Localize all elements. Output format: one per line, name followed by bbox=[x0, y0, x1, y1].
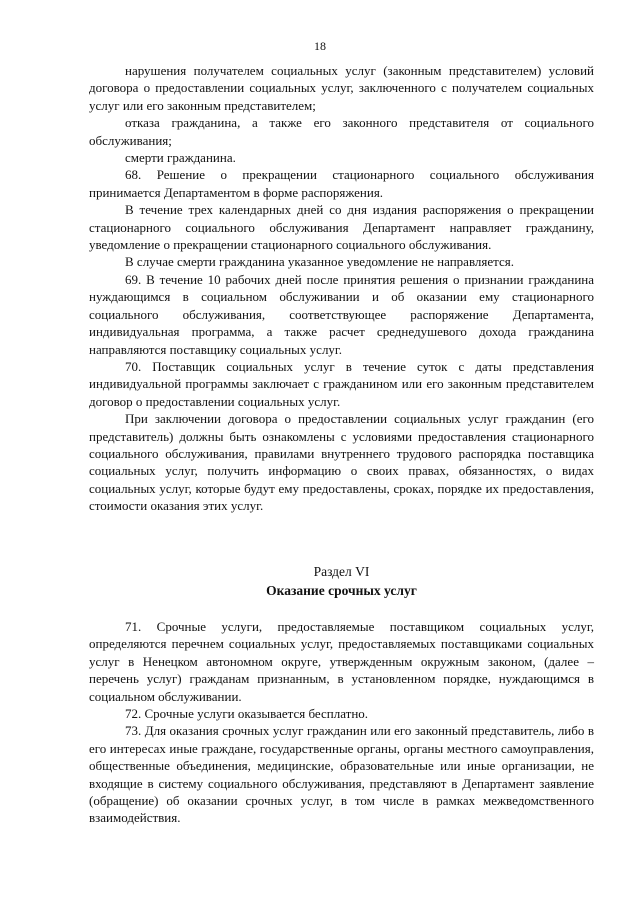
section-label: Раздел VI bbox=[313, 564, 370, 579]
bottom-text-block bbox=[89, 618, 594, 827]
paragraph: смерти гражданина. bbox=[125, 150, 236, 166]
paragraph: отказа гражданина, а также его законного представителя от социального обслуживания; bbox=[89, 115, 594, 148]
section-title: Оказание срочных услуг bbox=[266, 583, 417, 598]
paragraph: 68. Решение о прекращении стационарного социального обслуживания принимается Департаментом в форме распоряжения. bbox=[89, 167, 594, 200]
paragraph: При заключении договора о предоставлении социальных услуг гражданин (его представитель) должны быть ознакомлены с условиями предоставления стационарного социального обслуживания, правилами внутреннего трудового распорядка поставщика социальных услуг, получить информацию о своих правах, обязанностях, о видах социальных услуг, которые будут ему предоставлены, сроках, порядке их предоставления, стоимости оказания этих услуг. bbox=[89, 411, 594, 514]
paragraph: 71. Срочные услуги, предоставляемые поставщиком социальных услуг, определяются перечнем социальных услуг, предоставляемых поставщиками социальных услуг в Ненецком автономном округе, утвержденным окружным законом, (далее – перечень услуг) гражданам признанным, в установленном порядке, нуждающимся в социальном обслуживании. bbox=[89, 619, 594, 704]
section-heading bbox=[89, 562, 594, 600]
top-text-block bbox=[89, 62, 594, 515]
paragraph: 73. Для оказания срочных услуг гражданин или его законный представитель, либо в его интересах иные граждане, государственные органы, органы местного самоуправления, общественные объединения, медицинские, образовательные или иные организации, не входящие в систему социального обслуживания, представляют в Департамент заявление (обращение) об оказании срочных услуг, в том числе в рамках межведомственного взаимодействия. bbox=[89, 723, 594, 826]
paragraph: 72. Срочные услуги оказывается бесплатно. bbox=[125, 706, 369, 722]
paragraph: нарушения получателем социальных услуг (законным представителем) условий договора о предоставлении социальных услуг, заключенного с получателем социальных услуг или его законным представителем; bbox=[89, 63, 594, 113]
paragraph: В случае смерти гражданина указанное уведомление не направляется. bbox=[125, 254, 514, 270]
paragraph: В течение трех календарных дней со дня издания распоряжения о прекращении стационарного социального обслуживания Департамент направляет гражданину, уведомление о прекращении стационарного социального обслуживания. bbox=[89, 202, 594, 253]
paragraph: 70. Поставщик социальных услуг в течение суток с даты представления индивидуальной программы заключает с гражданином или его законным представителем договор о предоставлении социальных услуг. bbox=[89, 358, 594, 409]
page-number: 18 bbox=[314, 39, 326, 53]
paragraph: 69. В течение 10 рабочих дней после принятия решения о признании гражданина нуждающимся в социальном обслуживании и об оказании ему стационарного социального обслуживания, соответствующее распоряжение Департамента, индивидуальная программа, а также расчет среднедушевого дохода гражданина направляются поставщику социальных услуг. bbox=[89, 271, 594, 357]
